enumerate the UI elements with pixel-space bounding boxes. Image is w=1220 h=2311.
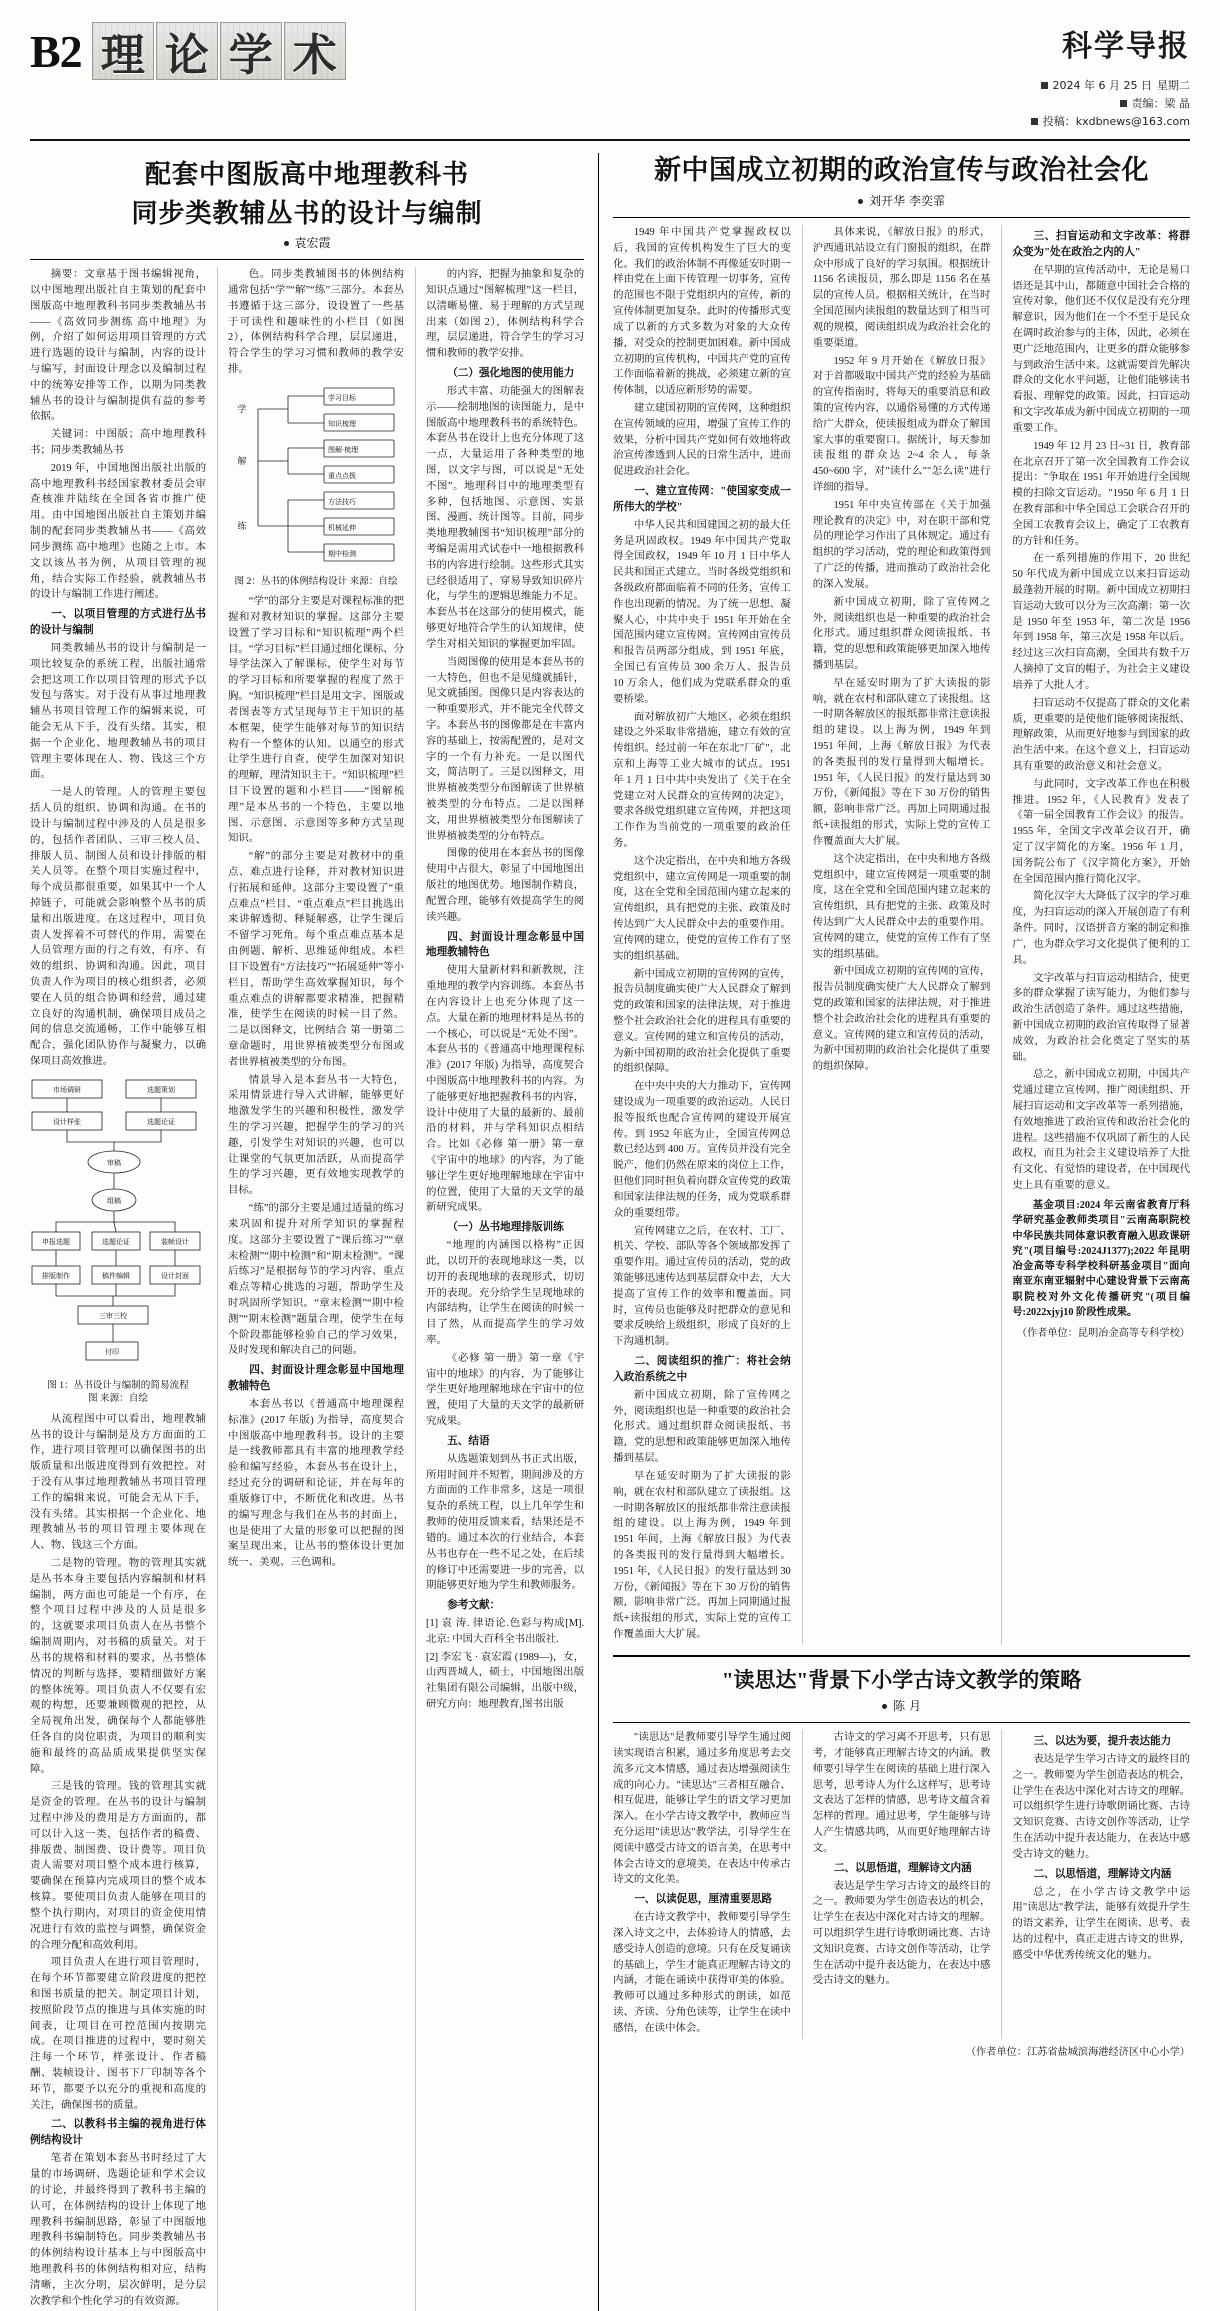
masthead-submission-line <box>1031 113 1190 131</box>
right2-col-3 <box>1001 1730 1190 2039</box>
left-col-1 <box>30 267 206 2311</box>
paragraph: 与此同时，文字改革工作也在积极推进。1952 年，《人民教育》发表了《第一届全国教育工作会议》的报告。1955 年，全国文字改革会议召开，确定了汉字简化的方案。1956 年 1 月，国务院公布了《汉字简化方案》，开始在全国范围内推行简化汉字。 <box>1012 778 1190 885</box>
heading-1: 一、以项目管理的方式进行丛书的设计与编制 <box>30 609 206 637</box>
publication-weekday: 星期二 <box>1157 78 1190 92</box>
paragraph: 在中央中央的大力推动下，宣传网建设成为一项重要的政治运动。人民日报等报纸也配合宣传网的建设开展宣传。到 1952 年底为止，全国宣传网总数已经达到 400 万。宣传员并没有完全脱产，他们仍然在原来的岗位上工作，但他们同时担负着向群众宣传党的政策和国家法律法规的任务，成为党联系群众的重要纽带。 <box>613 1081 791 1219</box>
svg-text:机械延伸: 机械延伸 <box>328 523 356 532</box>
article-left <box>30 153 584 2311</box>
right-col-1 <box>613 225 791 1645</box>
svg-text:装帧设计: 装帧设计 <box>161 1237 189 1246</box>
paragraph: 简化汉字大大降低了汉字的学习难度，为扫盲运动的深入开展创造了有利条件。同时，汉语拼音方案的制定和推广，也为群众学习文化提供了便利的工具。 <box>1012 891 1190 966</box>
article-right-columns <box>613 225 1190 1645</box>
paragraph: 同类教辅丛书的设计与编制是一项比较复杂的系统工程，出版社通常会把这项工作以项目管理的形式予以发包与落实。对于没有从事过地理教辅丛书项目管理工作的编辑来说，可能会无从下手，没有头绪。其实，根据一个企业化、地理教辅丛书的项目管理主要体现在人、物、钱这三个方面。 <box>30 642 206 781</box>
article-left-byline <box>30 234 584 251</box>
paragraph: “学”的部分主要是对课程标准的把握和对教材知识的掌握。这部分主要设置了学习目标和“知识梳理”两个栏目。“学习目标”栏目通过细化课标、分导学法深入了解课标，使学生对每节的学习目标和所要掌握的程度了然于胸。“知识梳理”栏目是用文字、图版或者图表等方式呈现每节主干知识的基本框架，使学生能够对每节的知识结构有一个整体的认知。以通空的形式让学生进行自查，使学生加深对知识的理解，理清知识主干。“知识梳理”栏目下设置的题和小栏目——“图解梳理”是本丛书的一个特色，主要以地图、示意图、示意图等多种方式呈现知识。 <box>228 596 404 845</box>
left-col-2 <box>217 267 404 2311</box>
masthead-right <box>1031 22 1190 131</box>
square-bullet-icon <box>1120 100 1127 107</box>
paragraph: 新中国成立初期的宣传网的宣传，报告员制度确实使广大人民群众了解到党的政策和国家的法律法规，对于推进整个社会政治社会化的进程具有重要的意义。宣传网的建立和宣传员的活动，为新中国初期的政治社会化提供了重要的组织保障。 <box>613 968 791 1075</box>
paragraph: 2019 年，中国地图出版社出版的高中地理教科书经国家教材委员会审查核准并陆续在全国各省市推广使用。由中国地图出版社自主策划并编制的配套同步类教辅丛书——《高效同步测练 高中地理》也随之上市。本文以该丛书为例，从项目管理的视角，结合实际工作经验，就教辅丛书的设计与编制工作进行阐述。 <box>30 462 206 601</box>
paragraph: 使用大量新材料和新教规，注重地理的教学内容训练。本套丛书在内容设计上也充分体现了这一点。大量在新的地理材料是丛书的一个核心，可以说是“无处不图”。本套丛书的《普通高中地理课程标准》(2017 年版) 为指导，高度契合中图版高中地理教科书的内容。为了能够更好地把握教科书的内容，设计中使用了大量的最新的、最前沿的材料，并与学科知识点相结合。比如《必修 第一册》第一章《宇宙中的地球》的内容，为了能够让学生更好地理解地球在宇宙中的位置，使用了大量的天文学的最新研究成果。 <box>426 965 585 1214</box>
paragraph: 在一系列措施的作用下，20 世纪 50 年代成为新中国成立以来扫盲运动最蓬勃开展的时期。新中国成立初期扫盲运动大致可以分为三次高潮：第一次是 1950 年至 1953 年，第二次是 1956 年到 1958 年，第三次是 1958 年以后。经过这三次扫盲高潮，全国共有数千万人摘掉了文盲的帽子，为社会主义建设培养了大批人才。 <box>1012 553 1190 691</box>
svg-text:市场调研: 市场调研 <box>53 1085 81 1094</box>
paragraph: 新中国成立初期，除了宣传网之外，阅读组织也是一种重要的政治社会化形式。通过组织群众阅读报纸、书籍，党的思想和政策能够更加深入地传播到基层。 <box>812 596 991 671</box>
paragraph: 新中国成立初期，除了宣传网之外，阅读组织也是一种重要的政治社会化形式。通过组织群众阅读报纸、书籍，党的思想和政策能够更加深入地传播到基层。 <box>613 1389 791 1465</box>
paragraph: 一是人的管理。人的管理主要包括人员的组织、协调和沟通。在书的设计与编制过程中涉及的人员是很多的，包括作者团队、三审三校人员、排版人员、制图人员和设计排版的相关人员等。在整个项目实施过程中，每个成员都很重要，如果其中一个人掉链子，可能就会影响整个丛书的质量和出版进度。在这过程中，项目负责人发挥着不可替代的作用，需要在人员管理方面的行之有效，有序、有效的组织、协调和沟通。因此，项目负责人作为项目的核心组织者，必须要在人员的组合协调和经营，通过建立良好的沟通机制，确保项目成员之间的信息交流通畅，工作中能够互相配合，强化团队协作与凝聚力，以确保项目高效推进。 <box>30 787 206 1068</box>
figure-1-source: 图 来源：自绘 <box>88 1393 148 1405</box>
svg-text:选题策划: 选题策划 <box>147 1085 175 1094</box>
bullet-dot-icon <box>882 1704 887 1709</box>
section-title-char-4: 术 <box>284 22 346 80</box>
submission-email: 投稿：kxdbnews@163.com <box>1042 114 1190 128</box>
reference-item: [1] 袁 涛. 律语论.色彩与构成[M]. 北京: 中国大百科全书出版社. <box>426 1618 585 1645</box>
heading-sub-2: （二）强化地图的使用能力 <box>447 367 575 379</box>
right-col-3 <box>1001 225 1190 1645</box>
figure-1-flowchart <box>30 1076 206 1376</box>
svg-text:练: 练 <box>237 521 247 532</box>
svg-text:选题论证: 选题论证 <box>147 1117 175 1126</box>
svg-text:学习目标: 学习目标 <box>328 393 356 402</box>
article-right2-author: 陈 月 <box>893 1699 921 1714</box>
paragraph: 扫盲运动不仅提高了群众的文化素质，更重要的是使他们能够阅读报纸、理解政策，从而更好地参与到国家的政治生活中来。在这个意义上，扫盲运动具有重要的政治意义和社会意义。 <box>1012 697 1190 772</box>
svg-text:设计封面: 设计封面 <box>161 1271 189 1280</box>
paragraph: 的内容，把握为抽象和复杂的知识点通过“图解梳理”这一栏目，以清晰易懂、易于理解的方式呈现出来（如图 2），体例结构科学合理，层层递进，符合学生的学习习惯和教师的教学安排。 <box>426 269 585 360</box>
figure-2-caption: 图 2：丛书的体例结构设计 来源：自绘 <box>234 575 398 587</box>
paragraph: 三是钱的管理。钱的管理其实就是资金的管理。在丛书的设计与编制过程中涉及的费用是方方面面的，都可以计入这一类，包括作者的稿费、排版费、制图费、设计费等。项目负责人需要对项目整个成本进行核算，要确保在预算内完成项目的整个成本核算。要使项目负责人能够在项目的整个执行期内，对项目的资金使用情况进行有效的监控与调整，确保资金的合理分配和高效利用。 <box>30 1781 206 1951</box>
svg-text:选题论证: 选题论证 <box>102 1237 130 1246</box>
editor-label: 责编：梁 晶 <box>1131 96 1190 110</box>
divider <box>30 259 584 260</box>
references-title: 参考文献： <box>447 1600 501 1612</box>
article-left-title-line2: 同步类教辅丛书的设计与编制 <box>131 199 483 229</box>
paragraph: 色。同步类教辅图书的体例结构通常包括“学”“解”“练”三部分。本套丛书遵循于这三部分，设设置了一些基于可读性和趣味性的小栏目（如图 2），体例结构科学合理，层层递进，符合学生的学习习惯和教师的教学安排。 <box>228 269 404 375</box>
svg-text:重点点拨: 重点点拨 <box>328 471 356 480</box>
article-right2-affiliation: （作者单位：江苏省盐城滨海港经济区中心小学） <box>965 2046 1190 2058</box>
svg-text:稿件编辑: 稿件编辑 <box>102 1271 130 1280</box>
masthead-left <box>30 22 346 80</box>
bullet-dot-icon <box>284 241 289 246</box>
paragraph: 从选题策划到丛书正式出版，所用时间并不短暂，期间涉及的方方面面的工作非常多，这是一项很复杂的系统工程，以上几年学生和教师的使用反馈来看，结果还是不错的。通过本次的行业结合，本套丛书也存在一些不足之处，在后续的修订中还需要进一步的完善，以期能够更好地为学生和教师服务。 <box>426 1453 585 1592</box>
heading-sub-4: 四、封面设计理念彰显中国地理教辅特色 <box>426 931 585 959</box>
article-right2-title: "读思达"背景下小学古诗文教学的策略 <box>721 1667 1082 1692</box>
heading-2b: 二、以思悟道，理解诗文内涵 <box>1033 1868 1172 1880</box>
article-left-title-line1: 配套中图版高中地理教科书 <box>145 159 470 189</box>
heading-section-3: 四、封面设计理念彰显中国地理教辅特色 <box>228 1365 404 1393</box>
paragraph: 图像的使用在本套丛书的图像使用中占很大，彰显了中国地图出版社的地图优势。地图制作精良，配置合理，能够有效提高学生的阅读兴趣。 <box>426 848 585 923</box>
paragraph: 表达是学生学习古诗文的最终目的之一。教师要为学生创造表达的机会，让学生在表达中深化对古诗文的理解。可以组织学生进行诗歌朗诵比赛、古诗文知识竞赛、古诗文创作等活动，让学生在活动中提升表达能力，在表达中感受古诗文的魅力。 <box>1012 1754 1190 1860</box>
svg-text:审稿: 审稿 <box>107 1158 121 1167</box>
paragraph: 古诗文的学习离不开思考，只有思考，才能够真正理解古诗文的内涵。教师要引导学生在阅读的基础上进行深入思考，思考诗人为什么这样写，思考诗文表达了怎样的情感，思考诗文蕴含着怎样的哲理。通过思考，学生能够与诗人产生情感共鸣，从而更好地理解古诗文。 <box>812 1732 991 1854</box>
heading-1: 一、以读促思，厘清重要思路 <box>634 1894 773 1906</box>
paragraph: 这个决定指出，在中央和地方各级党组织中，建立宣传网是一项重要的制度，这在全党和全国范围内建立起来的宣传组织，具有把党的主张、政策及时传达到广大人民群众中去的重要作用。宣传网的建立，使党的宣传工作有了坚实的组织基础。 <box>613 855 791 962</box>
heading-sub-5: （一）丛书地理排版训练 <box>447 1222 564 1234</box>
svg-text:组稿: 组稿 <box>107 1196 121 1205</box>
article-right2-columns <box>613 1730 1190 2039</box>
section-title <box>92 22 346 80</box>
funding-note: 基金项目:2024 年云南省教育厅科学研究基金教师类项目"云南高职院校中华民族共同体意识教育融入思政课研究"(项目编号:2024J1377);2022 年昆明冶金高等专科学校科研基金项目"面向南亚东南亚辐射中心建设背景下云南高职院校对外文化传播研究"(项目编号:2022xjyj10 阶段性成果。 <box>1012 1199 1190 1318</box>
abstract: 摘要：文章基于图书编辑视角，以中图地理出版社自主策划的配套中图版高中地理教科书同步类教辅丛书——《高效同步测练 高中地理》为例，介绍了如何运用项目管理的方式进行选题的设计与编制，内容的设计与编写，封面设计理念以及编制过程中的统筹安排等工作，以期为同类教辅丛书的设计与编制提供有益的参考依据。 <box>30 269 206 423</box>
paragraph: 1949 年 12 月 23 日~31 日，教育部在北京召开了第一次全国教育工作会议提出："争取在 1951 年开始进行全国规模的扫除文盲运动。"1950 年 6 月 1 日在教育部和中华全国总工会联合召开的全国工农教育会议上，确定了工农教育的方针和任务。 <box>1012 440 1190 547</box>
paper-name: 科学导报 <box>1062 30 1190 63</box>
svg-text:知识梳理: 知识梳理 <box>328 419 356 428</box>
paragraph: 新中国成立初期的宣传网的宣传，报告员制度确实使广大人民群众了解到党的政策和国家的法律法规，对于推进整个社会政治社会化的进程具有重要的意义。宣传网的建立和宣传员的活动，为新中国初期的政治社会化提供了重要的组织保障。 <box>812 966 991 1073</box>
heading-conclusion: 五、结语 <box>447 1435 490 1447</box>
paragraph: 中华人民共和国建国之初的最大任务是巩固政权。1949 年中国共产党取得全国政权，1949 年 10 月 1 日中华人民共和国正式建立。当时各级党组织和各级政府都面临着不同的任务，宣传工作也出现新的情况。为了统一思想、凝聚人心，中共中央于 1951 年开始在全国范围内建立宣传网。宣传网由宣传员和报告员两部分组成，到 1951 年底，全国已有宣传员 300 余万人、报告员 10 万余人，他们成为党联系群众的重要桥梁。 <box>613 519 791 705</box>
section-title-char-3: 学 <box>220 22 282 80</box>
paragraph: “地理的内涵图以格构”正因此，以切开的表现地球这一类，以切开的表现地球的表现形式，切切开的表现。充分给学生呈现地球的内部结构，让学生在阅读的时候一目了然，从而提高学生的学习效率。 <box>426 1240 585 1347</box>
paragraph: 宣传网建立之后，在农村、工厂、机关、学校、部队等各个领域都发挥了重要作用。通过宣传员的活动，党的政策能够迅速传达到基层群众中去，大大提高了宣传工作的效率和覆盖面。同时，宣传员也能够及时把群众的意见和要求反映给上级组织，形成了良好的上下沟通机制。 <box>613 1225 791 1348</box>
paragraph: 建立建国初期的宣传网，这种组织在宣传领域的应用，增强了宣传工作的效果，分析中国共产党如何有效地将政治宣传渗透到人民的日常生活中，进而促进政治社会化。 <box>613 402 791 478</box>
paragraph: “练”的部分主要是通过适量的练习来巩固和提升对所学知识的掌握程度。这部分主要设置了“课后练习”“章末检测”“期中检测”和“期末检测”。“课后练习”是根据每节的学习内容、重点难点等精心挑选的习题，帮助学生及时巩固所学知识。“章末检测”“期中检测”“期末检测”题量合理，使学生在每个阶段都能够检验自己的学习效果，及时发现和解决自己的问题。 <box>228 1203 404 1357</box>
paragraph: 《必修 第一册》第一章《宇宙中的地球》的内容，为了能够让学生更好地理解地球在宇宙中的位置，使用了大量的天文学的最新研究成果。 <box>426 1352 585 1428</box>
svg-text:图解·梳理: 图解·梳理 <box>328 445 359 454</box>
author-affiliation: （作者单位：昆明冶金高等专科学校） <box>1016 1328 1190 1340</box>
article-right-authors: 刘开华 李奕霏 <box>869 194 945 209</box>
masthead <box>30 22 1190 141</box>
keywords: 关键词：中图版；高中地理教科书；同步类教辅丛书 <box>30 429 206 457</box>
paragraph: 1951 年中央宣传部在《关于加强理论教育的决定》中，对在职干部和党员的理论学习作出了具体规定。通过有组织的学习活动，党的理论和政策得到了广泛的传播，进而推动了政治社会化的深入发展。 <box>812 499 991 590</box>
heading-1: 一、建立宣传网："使国家变成一所伟大的学校" <box>613 486 791 513</box>
svg-text:付印: 付印 <box>105 1347 119 1356</box>
paragraph: 二是物的管理。物的管理其实就是丛书本身主要包括内容编制和材料编制，两方面也可能是一个有序，在整个项目过程中涉及的人员是很多的，这就要求项目负责人在丛书整个编制周期内，对书稿的质量关。对于丛书的规格和材料的要求，丛书整体情况的判断与选择，要精细做好方案的整体统筹。项目负责人不仅要有宏观的构想，还要兼顾微观的把控，从全局视角出发，确保每个人都能够胜任各自的岗位职责，为项目的顺利实施和最终的高品质成果提供坚实保障。 <box>30 1558 206 1775</box>
paragraph: 具体来说，《解放日报》的形式，沪西通讯站设立有门窗报的组织，在群众中形成了良好的学习氛围。根据统计 1156 名读报员，那么即是 1156 名在基层的宣传人员。根据相关统计，在当时全国范围内读报组的数量达到了相当可观的规模，阅读组织成为政治社会化的重要渠道。 <box>812 227 991 349</box>
paragraph: 在早期的宣传活动中，无论是易口语还是其中山，都随意中国社会合格的宣传对象，他们还不仅仅是没有充分理解意识，因为他们在一个不至于是民众在调时政治参与的主体，因此，必须在更广泛地范围内，让更多的群众能够参与到政治生活中来。这就需要首先解决群众的文化水平问题，让他们能够读书看报、理解党的政策。因此，扫盲运动和文字改革成为新中国成立初期的一项重要工作。 <box>1012 264 1190 434</box>
square-bullet-icon <box>1041 82 1048 89</box>
left-col-3 <box>415 267 584 2311</box>
heading-3: 三、扫盲运动和文字改革：将群众变为"处在政治之内的人" <box>1012 231 1190 258</box>
article-right <box>598 153 1190 2311</box>
heading-2: 二、阅读组织的推广：将社会纳入政治系统之中 <box>613 1356 791 1383</box>
paragraph: 情景导入是本套丛书一大特色，采用情景进行导入式讲解，能够更好地激发学生的兴趣和积极性，激发学生的学习兴趣，把握学生的学习的兴趣，引发学生对知识的兴趣，也可以让课堂的气氛更加活跃，从而提高学生的学习兴趣，更有效地实现教学的目标。 <box>228 1074 404 1197</box>
article-right-secondary <box>613 1655 1190 2058</box>
paragraph: 这个决定指出，在中央和地方各级党组织中，建立宣传网是一项重要的制度，这在全党和全国范围内建立起来的宣传组织，具有把党的主张、政策及时传达到广大人民群众中去的重要作用。宣传网的建立，使党的宣传工作有了坚实的组织基础。 <box>812 853 991 960</box>
page-number: B2 <box>30 25 82 77</box>
svg-text:申报选题: 申报选题 <box>42 1237 70 1246</box>
article-right-title: 新中国成立初期的政治宣传与政治社会化 <box>654 154 1150 185</box>
divider <box>613 217 1190 218</box>
paragraph: 形式丰富、功能强大的图解表示——绘制地图的读图能力，是中图版高中地理教科书的系统特色。本套丛书在设计上也充分体现了这一点，大量运用了各种类型的地图，以文字与图，可以说是“无处不图”。地理科目中的地理类型有多种，包括地图、示意图、实景图、漫画、统计图等。目前，同步类地理教辅图书“知识梳理”部分的考编是需用式试卷中一地根据教科书的内容进行绘制。这些形式其实已经很适用了，穿易导致知识碎片化，与学生的逻辑思维能力不足。本套丛书在这部分的使用模式，能够更好地符合学生的认知规律，使学生对相关知识的掌握更加牢固。 <box>426 385 585 650</box>
paragraph: “解”的部分主要是对教材中的重点、难点进行诠释，并对教材知识进行拓展和延伸。这部分主要设置了“重点难点”栏目、“重点难点”栏目挑选出来讲解透彻、释疑解惑，让学生课后不留学习死角。每个重点难点基本是由例题、解析、思维延伸组成。本栏目下设置有“方法技巧”“拓展延伸”等小栏目，帮助学生高效掌握知识，每个重点难点的讲解都要求精准，把握精准，使学生在阅读的时候一目了然。二是以图释文，比例结合 第一册第二章命题时，用世界植被类型分布图或者世界植被类型的分布图。 <box>228 851 404 1068</box>
paragraph: 面对解放初广大地区、必须在组织建设之外采取非常措施，建立有效的宣传组织。经过前一年在东北"厂矿"，北京和上海等工业大城市的试点。1951 年 1 月 1 日中共中央发出了《关于在全党建立对人民群众的宣传网的决定》，要求各级党组织建立宣传网，并把这项工作作为当前党的一项重要的政治任务。 <box>613 711 791 850</box>
paragraph: 1949 年中国共产党掌握政权以后，我国的宣传机构发生了巨大的变化。我们的政治体制不再像延安时期一样由党在上面下传管理一切事务，宣传的范围也不限于党组织内的宣传，新的宣传体制更加复杂。此时的传播形式变成了以新的方式多数为对象的大众传播，对受众的控制更加困难。新中国成立初期的宣传机构，中国共产党的宣传工作面临着新的挑战，必须建立新的宣传体制，以适应新形势的需要。 <box>613 227 791 397</box>
heading-2: 二、以思悟道，理解诗文内涵 <box>833 1862 972 1874</box>
paragraph: "读思达"是教师要引导学生通过阅读实现语言积累，通过多角度思考去交流多元文本情感，通过表达增强阅读生成的向心力。"读思达"三者相互融合、相互促进，能够让学生的语文学习更加深入。在小学古诗文教学中，教师应当充分运用"读思达"教学法，引导学生在阅读中感受古诗文的语言美，在思考中体会古诗文的意境美，在表达中传承古诗文的文化美。 <box>613 1732 791 1886</box>
paragraph: 本套丛书以《普通高中地理课程标准》(2017 年版) 为指导，高度契合中图版高中地理教科书。设计的主要是一线教师都具有丰富的地理教学经验和编写经验，本套丛书在设计上，经过充分的调研和论证，并在每年的重版修订中，不断优化和改进。丛书的编写理念与我们在丛书的封面上，也是使用了大量的形象可以把握的图案呈现出来，让丛书的整体设计更加统一、美观、三色调和。 <box>228 1399 404 1569</box>
paragraph: 项目负责人在进行项目管理时，在每个环节都要建立阶段进度的把控和图书质量的把关。制定项目计划，按照阶段节点的推进与具体实施的时间表，让项目在可控范围内按期完成。在项目推进的过程中，要时刻关注每一个环节，样张设计、作者稿酬、装帧设计、图书下厂印制等各个环节，都要予以充分的重视和高度的关注，确保图书的质量。 <box>30 1957 206 2111</box>
page-content <box>30 153 1190 2311</box>
article-left-author: 袁宏霞 <box>294 236 331 251</box>
bullet-dot-icon <box>858 199 863 204</box>
publication-date: 2024 年 6 月 25 日 <box>1052 78 1152 92</box>
figure-1-caption-text: 图 1：丛书设计与编制的简易流程 <box>47 1379 189 1391</box>
paragraph: 当阅图像的使用是本套丛书的一大特色，但也不是见缝就插针，见文就插图。图像只是内容表达的一种重要形式，并不能完全代替文字。本套丛书的图像都是在丰富内容的基础上，按需配置的，是对文字的一个有力补充。一是以图代文，简洁明了。三是以图释文，用世界植被类型分布图解读了世界植被类型的分布特点。二是以图释文，用世界植被类型分布图解读了世界植被类型的分布特点。 <box>426 656 585 842</box>
paragraph: 笔者在策划本套丛书时经过了大量的市场调研、选题论证和学术会议的讨论，并最终得到了教科书主编的认可，在体例结构的设计上体现了地理教科书编制思路，彰显了中图版地理教科书编制特色。同步类教辅丛书的体例结构设计基本上与中图版高中地理教科书的体例结构相对应，结构清晰，主次分明，层次鲜明，是分层次教学和个性化学习的有效资源。 <box>30 2153 206 2307</box>
paragraph: 1952 年 9 月开始在《解放日报》对于首都吸取中国共产党的经验为基础的宣传指南时，将每天的重要消息和政策的宣传内容，以通俗易懂的方式传递给广大群众，使读报组成为群众了解国家大事的重要窗口。据统计，每天参加读报组的群众达 2~4 余人，每条 450~600 字，对"读什么""怎么读"进行详细的指导。 <box>812 355 991 494</box>
right2-col-2 <box>802 1730 991 2039</box>
square-bullet-icon <box>1031 118 1038 125</box>
svg-text:学: 学 <box>237 404 247 415</box>
paragraph: 总之，在小学古诗文教学中运用"读思达"教学法，能够有效提升学生的语文素养，让学生在阅读、思考、表达的过程中，真正走进古诗文的世界，感受中华优秀传统文化的魅力。 <box>1012 1886 1190 1961</box>
article-right2-byline <box>613 1697 1190 1714</box>
paragraph: 早在延安时期为了扩大读报的影响，就在农村和部队建立了读报组。这一时期各解放区的报纸都非常注意读报组的建设。以上海为例，1949 年到 1951 年间，上海《解放日报》为代表的各类报刊的发行量得到大幅增长。1951 年，《人民日报》的发行量达到 30 万份，《新闻报》等在下 30 万份的销售额，影响非常广泛。再加上同期通过报纸+读报组的形式，实际上党的宣传工作覆盖面大大扩展。 <box>812 677 991 847</box>
paragraph: 表达是学生学习古诗文的最终目的之一。教师要为学生创造表达的机会，让学生在表达中深化对古诗文的理解。可以组织学生进行诗歌朗诵比赛、古诗文知识竞赛、古诗文创作等活动，让学生在活动中提升表达能力，在表达中感受古诗文的魅力。 <box>812 1880 991 1987</box>
figure-2-structure-tree <box>228 382 404 572</box>
paragraph: 早在延安时期为了扩大读报的影响，就在农村和部队建立了读报组。这一时期各解放区的报纸都非常注意读报组的建设。以上海为例，1949 年到 1951 年间，上海《解放日报》为代表的各类报刊的发行量得到大幅增长。1951 年，《人民日报》的发行量达到 30 万份，《新闻报》等在下 30 万份的销售额，影响非常广泛。再加上同期通过报纸+读报组的形式，实际上党的宣传工作覆盖面大大扩展。 <box>613 1470 791 1641</box>
paragraph: 在古诗文教学中，教师要引导学生深入诗文之中，去体验诗人的情感，去感受诗人创造的意境。只有在反复诵读的基础上，学生才能真正理解古诗文的内涵，才能在诵读中获得审美的体验。教师可以通过多种形式的朗读，如范读、齐读、分角色读等，让学生在读中感悟，在读中体会。 <box>613 1912 791 2034</box>
heading-3: 三、以达为要，提升表达能力 <box>1033 1736 1172 1748</box>
paragraph: 文字改革与扫盲运动相结合，使更多的群众掌握了读写能力，为他们参与政治生活创造了条件。通过这些措施，新中国成立初期的政治宣传取得了显著成效，为政治社会化奠定了坚实的基础。 <box>1012 972 1190 1063</box>
section-title-char-2: 论 <box>156 22 218 80</box>
svg-text:设计样张: 设计样张 <box>53 1117 81 1126</box>
article-right-byline <box>613 192 1190 209</box>
section-title-char-1: 理 <box>92 22 154 80</box>
right2-col-1 <box>613 1730 791 2039</box>
svg-text:方法技巧: 方法技巧 <box>328 497 356 506</box>
paragraph: 从流程图中可以看出，地理教辅丛书的设计与编制是及方方面面的工作，进行项目管理可以确保图书的出版质量和出版进度得到有效把控。对于没有从事过地理教辅丛书项目管理工作的编辑来说，可能会无从下手，没有头绪。其实根据一个企业化、地理教辅丛书的项目管理主要体现在人、物、钱这三个方面。 <box>30 1413 206 1552</box>
figure-1-caption <box>30 1379 206 1406</box>
svg-text:解: 解 <box>237 456 247 467</box>
svg-text:排版制作: 排版制作 <box>42 1271 70 1280</box>
divider <box>613 1722 1190 1723</box>
heading-2: 二、以教科书主编的视角进行体例结构设计 <box>30 2119 206 2147</box>
masthead-date-line <box>1031 77 1190 95</box>
svg-text:期中检测: 期中检测 <box>328 549 356 558</box>
svg-text:三审三校: 三审三校 <box>99 1311 127 1320</box>
masthead-editor-line <box>1031 95 1190 113</box>
paragraph: 总之，新中国成立初期，中国共产党通过建立宣传网、推广阅读组织、开展扫盲运动和文字改革等一系列措施，有效地推进了政治宣传和政治社会化的进程。这些措施不仅巩固了新生的人民政权，而且为社会主义建设培养了大批有文化、有觉悟的建设者，在中国现代史上具有重要的意义。 <box>1012 1069 1190 1192</box>
article-left-columns <box>30 267 584 2311</box>
reference-item: [2] 李宏飞 · 袁宏霞 (1989—)，女，山西晋城人，硕士，中国地图出版社集团有限公司编辑，出版中级，研究方向：地理教育,图书出版 <box>426 1651 585 1711</box>
right-col-2 <box>802 225 991 1645</box>
